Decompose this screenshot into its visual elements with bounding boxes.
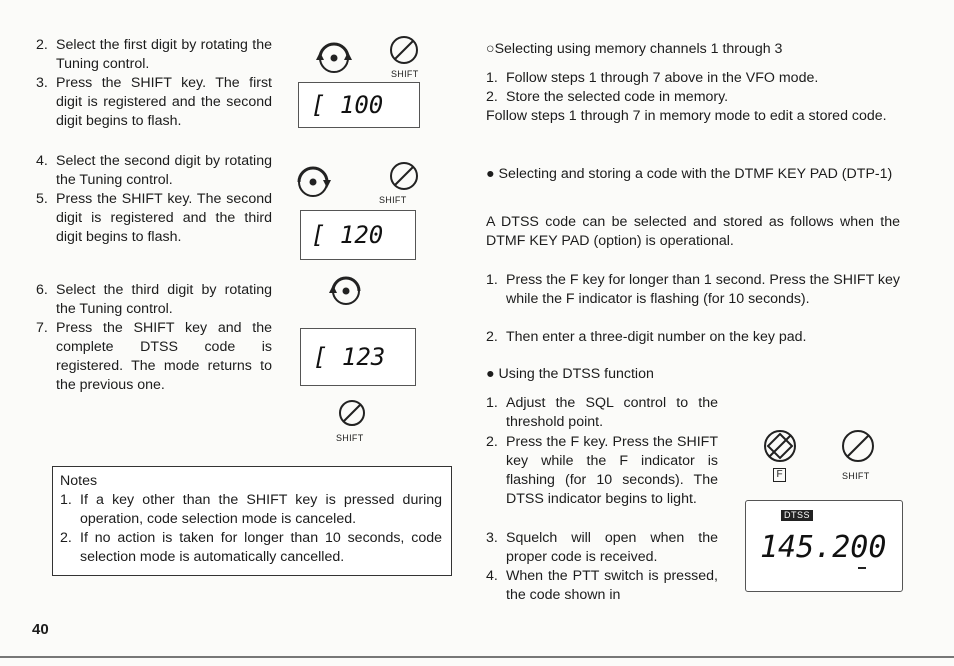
- shift-key-icon: [388, 34, 420, 66]
- note-2: [60, 529, 442, 567]
- step-text: Store the selected code in memory.: [506, 89, 729, 105]
- memory-step-1: [486, 69, 906, 88]
- memory-step-2: [486, 88, 906, 107]
- step-text: Squelch will open when the proper code is received.: [506, 530, 718, 565]
- step-number: 7.: [36, 320, 48, 336]
- step-number: 6.: [36, 282, 48, 298]
- step-text: Then enter a three-digit number on the key pad.: [506, 329, 807, 345]
- step-text: Select the first digit by rotating the Tuning control.: [56, 37, 272, 72]
- step-text: Press the SHIFT key and the complete DTSS code is registered. The mode returns to the previous one.: [56, 320, 272, 393]
- display-panel: [300, 328, 416, 386]
- step-6: [36, 281, 272, 319]
- step-number: 1.: [486, 395, 498, 411]
- step-3: [36, 74, 272, 131]
- dtmf-heading: ● Selecting and storing a code with the DTMF KEY PAD (DTP-1): [486, 166, 893, 182]
- page-number: 40: [32, 621, 49, 638]
- step-number: 3.: [486, 530, 498, 546]
- step-text: Press the F key for longer than 1 second. Press the SHIFT key while the F indicator is flashing (for 10 seconds).: [506, 272, 901, 307]
- step-text: Press the SHIFT key. The second digit is registered and the third digit begins to flash.: [56, 191, 272, 245]
- using-heading: ● Using the DTSS function: [486, 366, 654, 382]
- shift-label: SHIFT: [391, 69, 419, 79]
- memory-heading: ○Selecting using memory channels 1 through 3: [486, 41, 783, 57]
- shift-key-icon: [840, 428, 876, 464]
- note-number: 2.: [60, 530, 72, 546]
- note-text: If a key other than the SHIFT key is pressed during operation, code selection mode is canceled.: [80, 492, 442, 527]
- use-step-1: [486, 394, 718, 432]
- step-2: [36, 36, 272, 74]
- step-number: 3.: [36, 75, 48, 91]
- step-text: Press the SHIFT key. The first digit is registered and the second digit begins to flash.: [56, 75, 272, 129]
- notes-box: [52, 466, 452, 576]
- step-number: 1.: [486, 272, 498, 288]
- step-5: [36, 190, 272, 247]
- display-readout: [ 123: [313, 343, 386, 371]
- shift-label: SHIFT: [336, 433, 364, 443]
- display-panel: [300, 210, 416, 260]
- step-4: [36, 152, 272, 190]
- tuning-control-icon: [310, 34, 358, 78]
- display-readout: 145.200: [760, 530, 887, 565]
- step-text: Adjust the SQL control to the threshold point.: [506, 395, 718, 430]
- f-key-icon: [762, 428, 798, 464]
- note-1: [60, 491, 442, 529]
- step-number: 2.: [486, 329, 498, 345]
- step-number: 2.: [486, 434, 498, 450]
- dtss-indicator: DTSS: [781, 510, 813, 521]
- memory-paragraph: Follow steps 1 through 7 in memory mode to edit a stored code.: [486, 108, 887, 124]
- use-step-2: [486, 433, 718, 509]
- display-readout: [ 100: [311, 91, 384, 119]
- step-number: 4.: [486, 568, 498, 584]
- step-text: Select the second digit by rotating the Tuning control.: [56, 153, 272, 188]
- f-indicator: F: [773, 468, 786, 482]
- bottom-rule: [0, 656, 954, 658]
- dtmf-step-2: [486, 328, 900, 347]
- step-number: 1.: [486, 70, 498, 86]
- shift-label: SHIFT: [842, 471, 870, 481]
- display-readout: [ 120: [311, 221, 384, 249]
- step-number: 2.: [36, 37, 48, 53]
- note-text: If no action is taken for longer than 10 seconds, code selection mode is automatically cancelled.: [80, 530, 442, 565]
- step-7: [36, 319, 272, 395]
- step-text: Press the F key. Press the SHIFT key while the F indicator is flashing (for 10 seconds). The DTSS indicator begins to light.: [506, 434, 718, 507]
- note-number: 1.: [60, 492, 72, 508]
- step-text: Select the third digit by rotating the Tuning control.: [56, 282, 272, 317]
- dtmf-paragraph: A DTSS code can be selected and stored as follows when the DTMF KEY PAD (option) is operational.: [486, 214, 900, 249]
- tuning-control-icon: [324, 270, 368, 310]
- notes-title: Notes: [60, 473, 98, 489]
- dtmf-step-1: [486, 271, 900, 309]
- step-text: When the PTT switch is pressed, the code shown in: [506, 568, 718, 603]
- shift-key-icon: [337, 398, 367, 428]
- use-step-3: [486, 529, 718, 567]
- step-number: 5.: [36, 191, 48, 207]
- shift-key-icon: [388, 160, 420, 192]
- tuning-control-icon: [288, 160, 338, 204]
- step-number: 2.: [486, 89, 498, 105]
- display-panel: [745, 500, 903, 592]
- step-text: Follow steps 1 through 7 above in the VFO mode.: [506, 70, 819, 86]
- display-panel: [298, 82, 420, 128]
- shift-label: SHIFT: [379, 195, 407, 205]
- cursor-mark: [858, 567, 866, 569]
- use-step-4: [486, 567, 718, 605]
- step-number: 4.: [36, 153, 48, 169]
